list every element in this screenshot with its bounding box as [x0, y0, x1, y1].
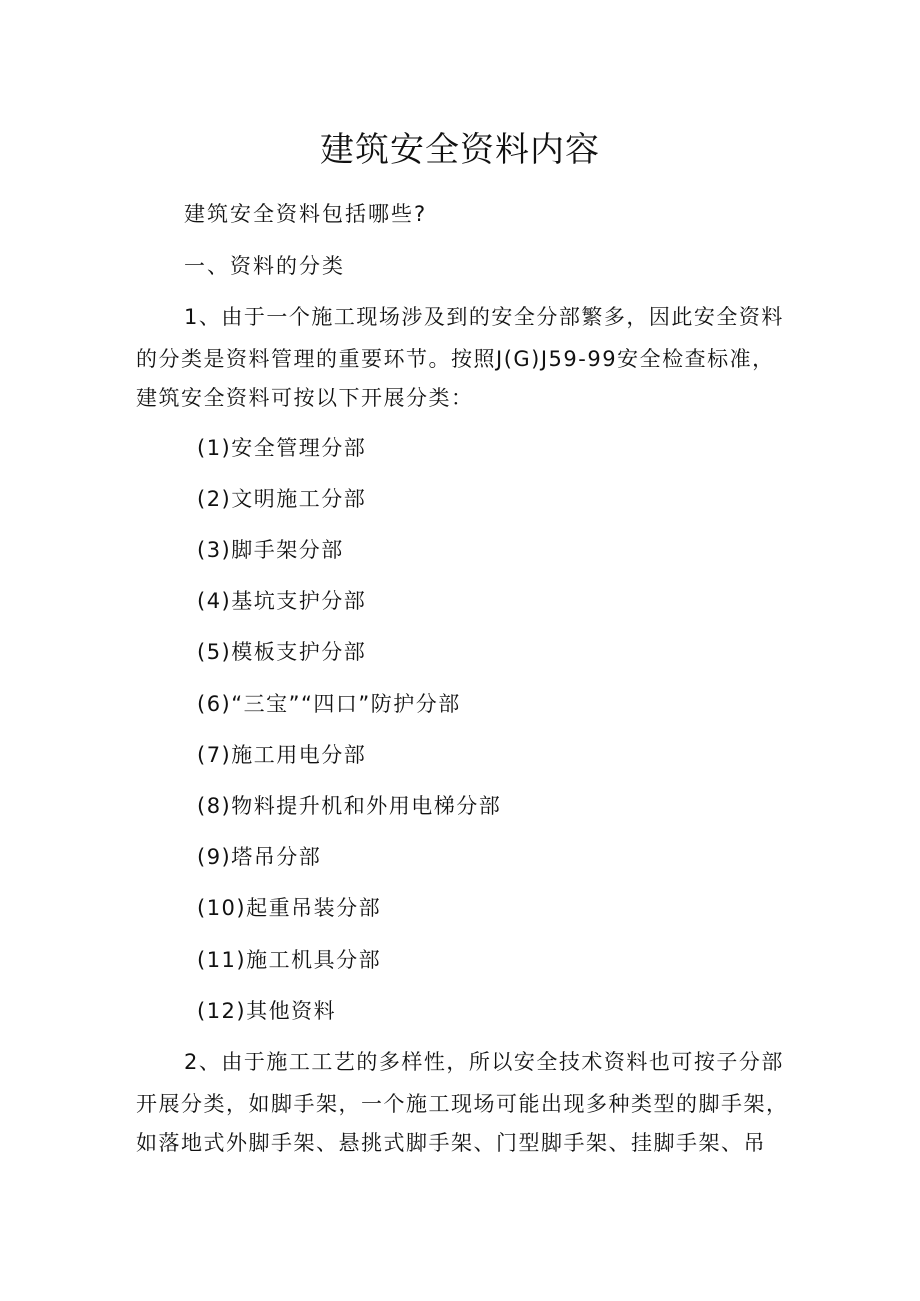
- category-item: (9)塔吊分部: [197, 845, 322, 869]
- paragraph-2-line-1: 2、由于施工工艺的多样性，所以安全技术资料也可按子分部: [184, 1050, 784, 1074]
- paragraph-1-line-1: 1、由于一个施工现场涉及到的安全分部繁多，因此安全资料: [184, 305, 784, 329]
- paragraph-2-line-2: 开展分类，如脚手架，一个施工现场可能出现多种类型的脚手架，: [136, 1092, 789, 1116]
- category-item: (11)施工机具分部: [197, 948, 382, 972]
- category-item: (1)安全管理分部: [197, 436, 367, 460]
- section-heading: 一、资料的分类: [184, 254, 345, 278]
- category-item: (3)脚手架分部: [197, 538, 344, 562]
- category-item: (12)其他资料: [197, 999, 337, 1023]
- category-item: (4)基坑支护分部: [197, 589, 367, 613]
- category-item: (2)文明施工分部: [197, 487, 367, 511]
- intro-question: 建筑安全资料包括哪些?: [184, 202, 428, 226]
- category-item: (8)物料提升机和外用电梯分部: [197, 794, 502, 818]
- category-item: (7)施工用电分部: [197, 743, 367, 767]
- category-item: (6)“三宝”“四口”防护分部: [197, 692, 461, 716]
- category-item: (5)模板支护分部: [197, 640, 367, 664]
- paragraph-1-line-3: 建筑安全资料可按以下开展分类：: [136, 386, 474, 410]
- paragraph-1-line-2: 的分类是资料管理的重要环节。按照J(G)J59-99安全检查标准，: [136, 347, 775, 371]
- paragraph-2-line-3: 如落地式外脚手架、悬挑式脚手架、门型脚手架、挂脚手架、吊: [136, 1131, 766, 1155]
- document-title: 建筑安全资料内容: [320, 130, 600, 170]
- category-item: (10)起重吊装分部: [197, 896, 382, 920]
